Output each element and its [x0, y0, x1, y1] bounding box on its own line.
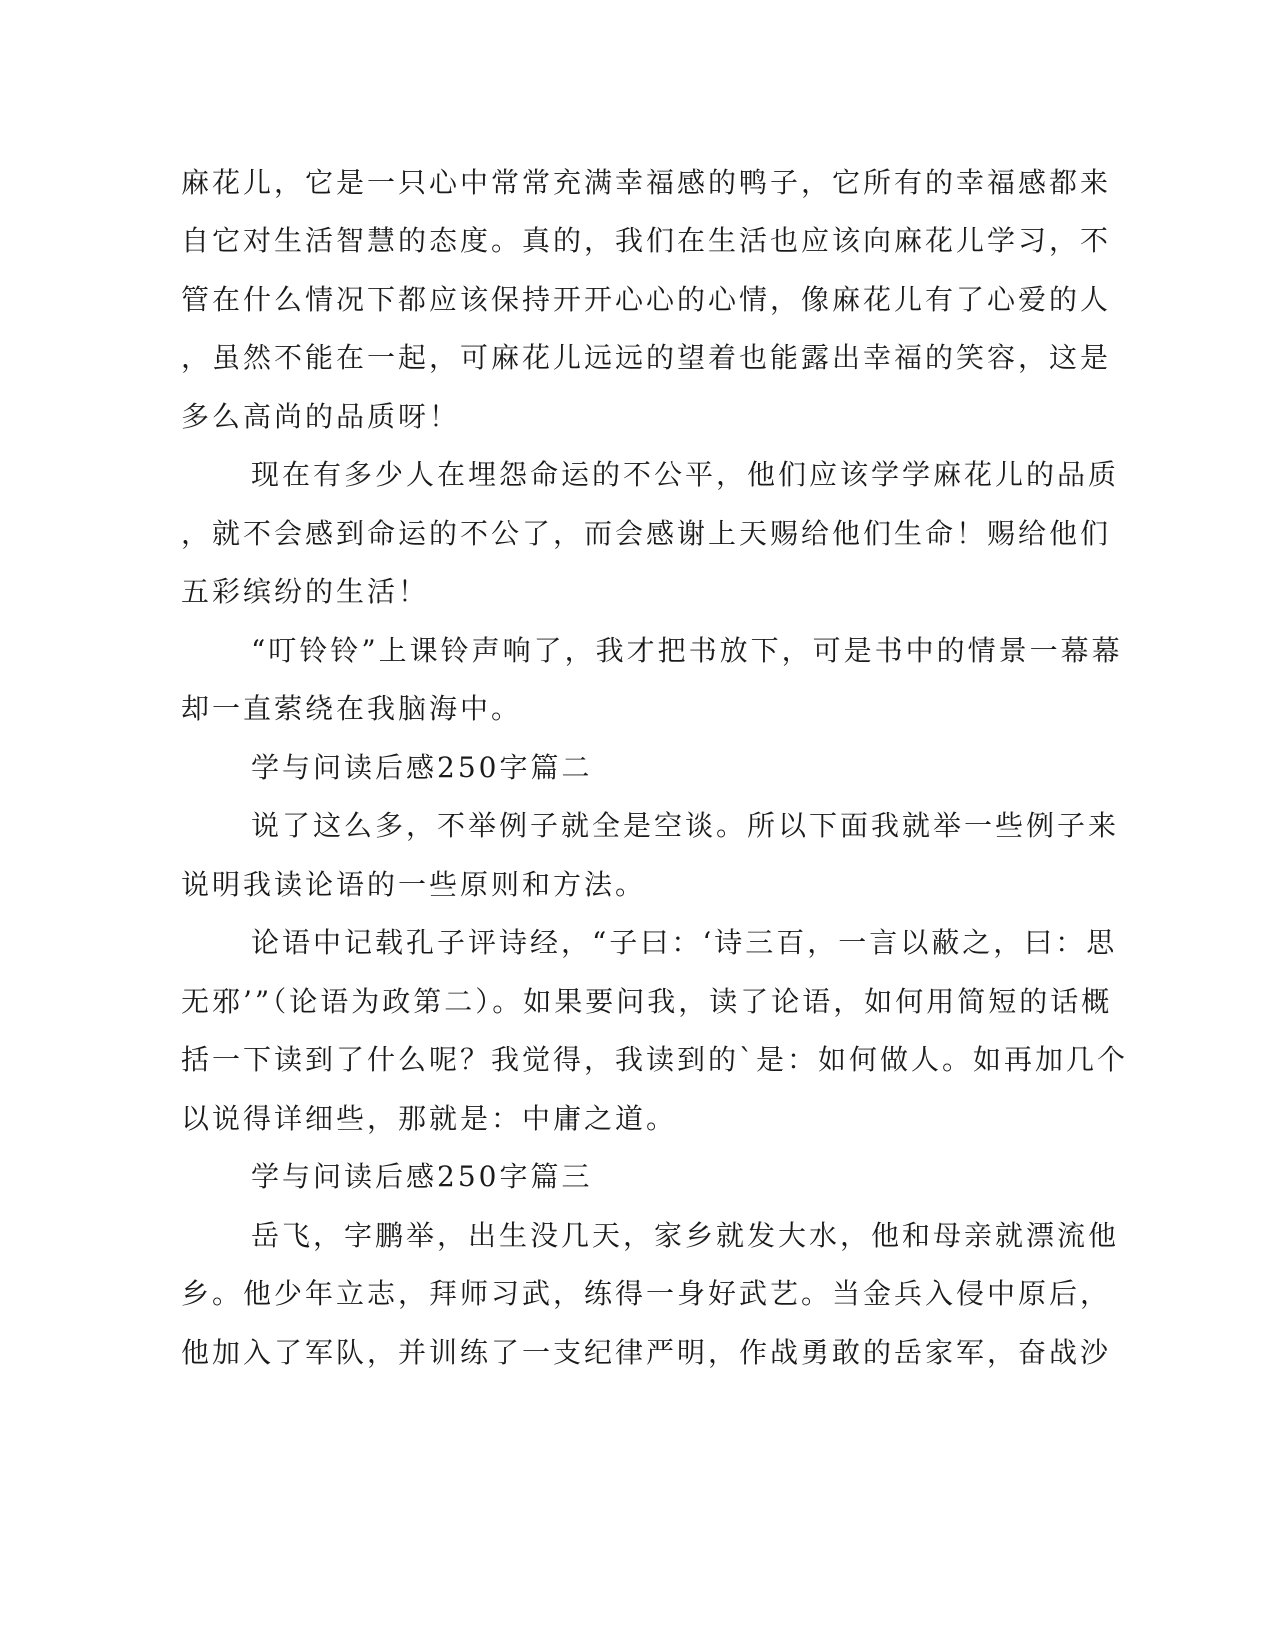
section-heading: 学与问读后感250字篇二 [251, 751, 593, 784]
text-line: 以说得详细些，那就是：中庸之道。 [181, 1102, 678, 1135]
text-line: 自它对生活智慧的态度。真的，我们在生活也应该向麻花儿学习，不 [181, 224, 1112, 257]
text-line: ，就不会感到命运的不公了，而会感谢上天赐给他们生命！赐给他们 [181, 517, 1112, 550]
text-line: 却一直萦绕在我脑海中。 [181, 692, 523, 725]
text-line: 他加入了军队，并训练了一支纪律严明，作战勇敢的岳家军，奋战沙 [181, 1336, 1112, 1369]
text-line: 论语中记载孔子评诗经，“子曰：‘诗三百，一言以蔽之，曰：思 [251, 926, 1118, 959]
text-line: 现在有多少人在埋怨命运的不公平，他们应该学学麻花儿的品质 [251, 458, 1120, 491]
text-line: 乡。他少年立志，拜师习武，练得一身好武艺。当金兵入侵中原后， [181, 1277, 1112, 1310]
text-line: 多么高尚的品质呀！ [181, 400, 461, 433]
text-line: ，虽然不能在一起，可麻花儿远远的望着也能露出幸福的笑容，这是 [181, 341, 1112, 374]
text-line: “叮铃铃”上课铃声响了，我才把书放下，可是书中的情景一幕幕 [251, 634, 1123, 667]
text-line: 说了这么多，不举例子就全是空谈。所以下面我就举一些例子来 [251, 809, 1120, 842]
text-line: 无邪’”（论语为政第二）。如果要问我，读了论语，如何用简短的话概 [181, 985, 1113, 1018]
text-line: 麻花儿，它是一只心中常常充满幸福感的鸭子，它所有的幸福感都来 [181, 166, 1112, 199]
section-heading: 学与问读后感250字篇三 [251, 1160, 593, 1193]
text-line: 管在什么情况下都应该保持开开心心的心情，像麻花儿有了心爱的人 [181, 283, 1112, 316]
text-line: 五彩缤纷的生活！ [181, 575, 430, 608]
text-line: 岳飞，字鹏举，出生没几天，家乡就发大水，他和母亲就漂流他 [251, 1219, 1120, 1252]
text-line: 括一下读到了什么呢？我觉得，我读到的`是：如何做人。如再加几个 [181, 1043, 1129, 1076]
text-line: 说明我读论语的一些原则和方法。 [181, 868, 647, 901]
